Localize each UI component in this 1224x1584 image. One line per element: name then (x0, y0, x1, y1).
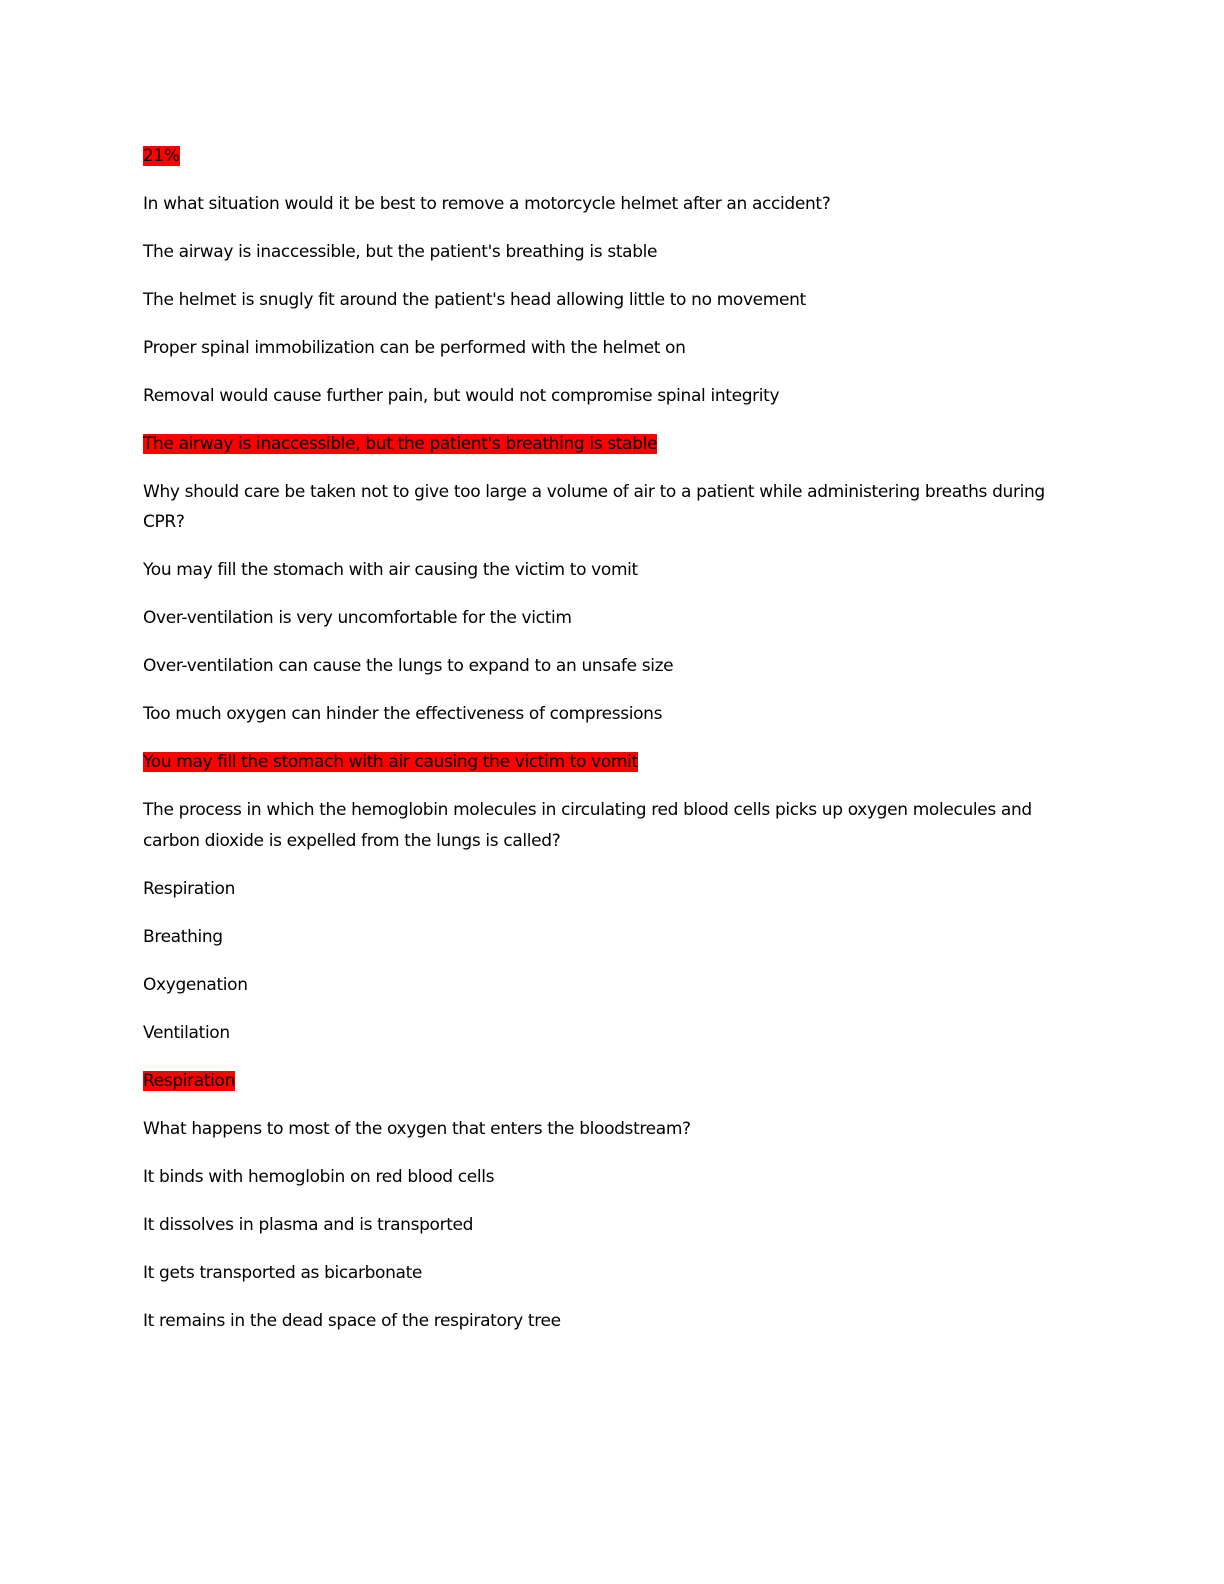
answer-option: It dissolves in plasma and is transported (143, 1214, 474, 1235)
highlighted-answer: 21% (143, 146, 180, 166)
highlighted-answer: The airway is inaccessible, but the patient's breathing is stable (143, 433, 658, 454)
answer-option: The helmet is snugly fit around the patient's head allowing little to no movement (143, 289, 806, 310)
question-text: What happens to most of the oxygen that enters the bloodstream? (143, 1118, 691, 1139)
answer-option: It remains in the dead space of the respiratory tree (143, 1310, 561, 1331)
question-text: In what situation would it be best to remove a motorcycle helmet after an accident? (143, 193, 831, 214)
answer-line (143, 747, 1083, 778)
answer-option: Proper spinal immobilization can be performed with the helmet on (143, 337, 686, 358)
answer-option: Ventilation (143, 1022, 230, 1043)
answer-option: Oxygenation (143, 974, 248, 995)
answer-line (143, 141, 1083, 172)
answer-option: Removal would cause further pain, but would not compromise spinal integrity (143, 385, 780, 406)
answer-option: Breathing (143, 926, 223, 947)
answer-option: Too much oxygen can hinder the effectiveness of compressions (143, 704, 663, 725)
highlighted-answer: Respiration (143, 1070, 235, 1091)
answer-option: It binds with hemoglobin on red blood cells (143, 1166, 495, 1187)
answer-option: Over-ventilation can cause the lungs to expand to an unsafe size (143, 656, 674, 677)
question-text: The process in which the hemoglobin molecules in circulating red blood cells picks up oxygen molecules and carbon dioxide is expelled from the lungs is called? (143, 800, 1032, 851)
question-text: Why should care be taken not to give too large a volume of air to a patient while administering breaths during CPR? (143, 481, 1045, 533)
answer-option: The airway is inaccessible, but the patient's breathing is stable (143, 241, 658, 262)
answer-line (143, 1066, 1083, 1097)
answer-option: Respiration (143, 878, 235, 899)
answer-option: It gets transported as bicarbonate (143, 1262, 423, 1283)
highlighted-answer: You may fill the stomach with air causing the victim to vomit (143, 752, 638, 773)
document-page (143, 141, 1083, 1354)
answer-option: You may fill the stomach with air causing the victim to vomit (143, 560, 638, 581)
answer-line (143, 429, 1083, 460)
answer-option: Over-ventilation is very uncomfortable for the victim (143, 608, 572, 629)
